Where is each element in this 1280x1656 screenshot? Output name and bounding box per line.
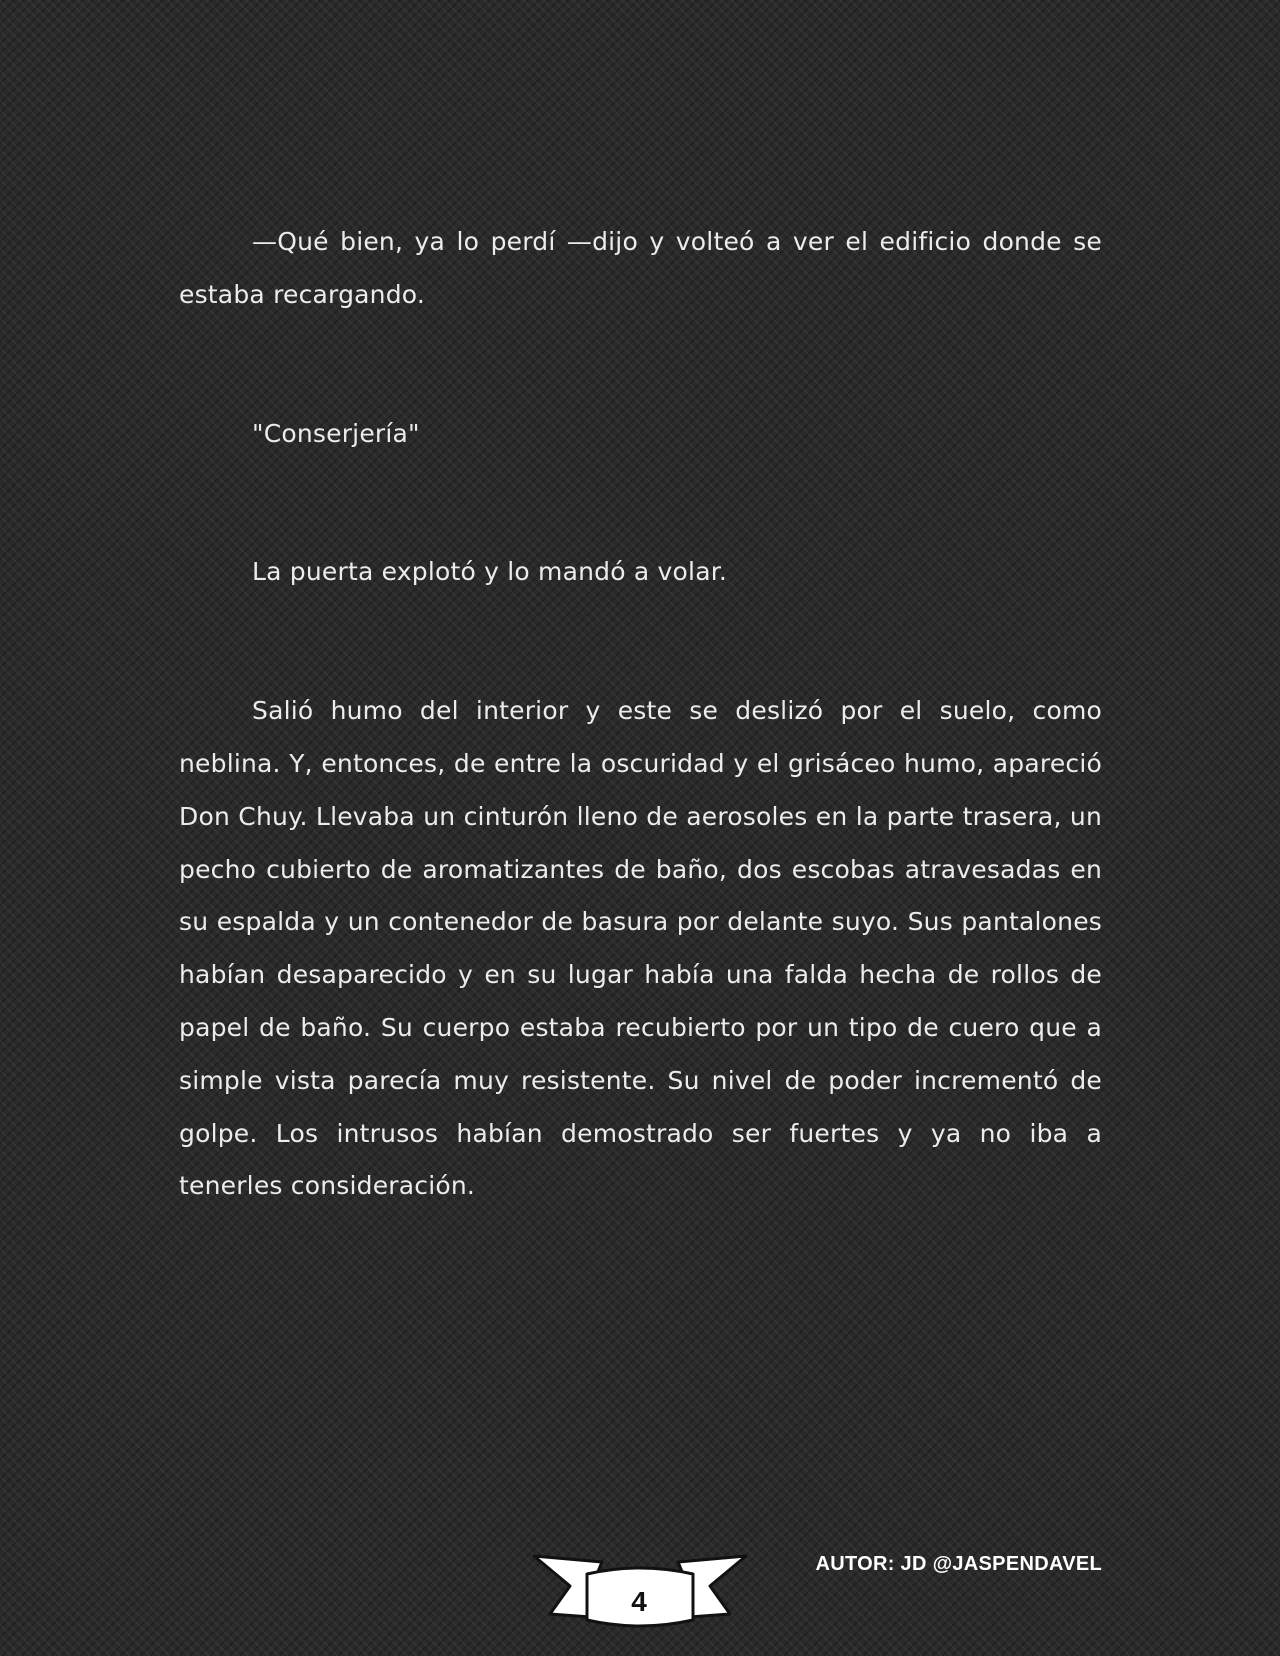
- paragraph-gap: [179, 460, 1102, 546]
- paragraph-1: —Qué bien, ya lo perdí —dijo y volteó a ver el edificio donde se estaba recargando.: [179, 227, 1102, 309]
- author-credit: AUTOR: JD @JASPENDAVEL: [815, 1553, 1102, 1575]
- body-text: [179, 216, 1102, 1213]
- paragraph-3: La puerta explotó y lo mandó a volar.: [252, 557, 728, 587]
- page-number: 4: [631, 1586, 647, 1617]
- paragraph-4: Salió humo del interior y este se deslizó por el suelo, como neblina. Y, entonces, de entre la oscuridad y el grisáceo humo, apareció Don Chuy. Llevaba un cinturón lleno de aerosoles en la parte trasera, un pecho cubierto de aromatizantes de baño, dos escobas atravesadas en su espalda y un contenedor de basura por delante suyo. Sus pantalones habían desaparecido y en su lugar había una falda hecha de rollos de papel de baño. Su cuerpo estaba recubierto por un tipo de cuero que a simple vista parecía muy resistente. Su nivel de poder incrementó de golpe. Los intrusos habían demostrado ser fuertes y ya no iba a tenerles consideración.: [179, 696, 1102, 1201]
- paragraph-2: "Conserjería": [252, 418, 420, 448]
- paragraph-gap: [179, 599, 1102, 685]
- paragraph-gap: [179, 322, 1102, 408]
